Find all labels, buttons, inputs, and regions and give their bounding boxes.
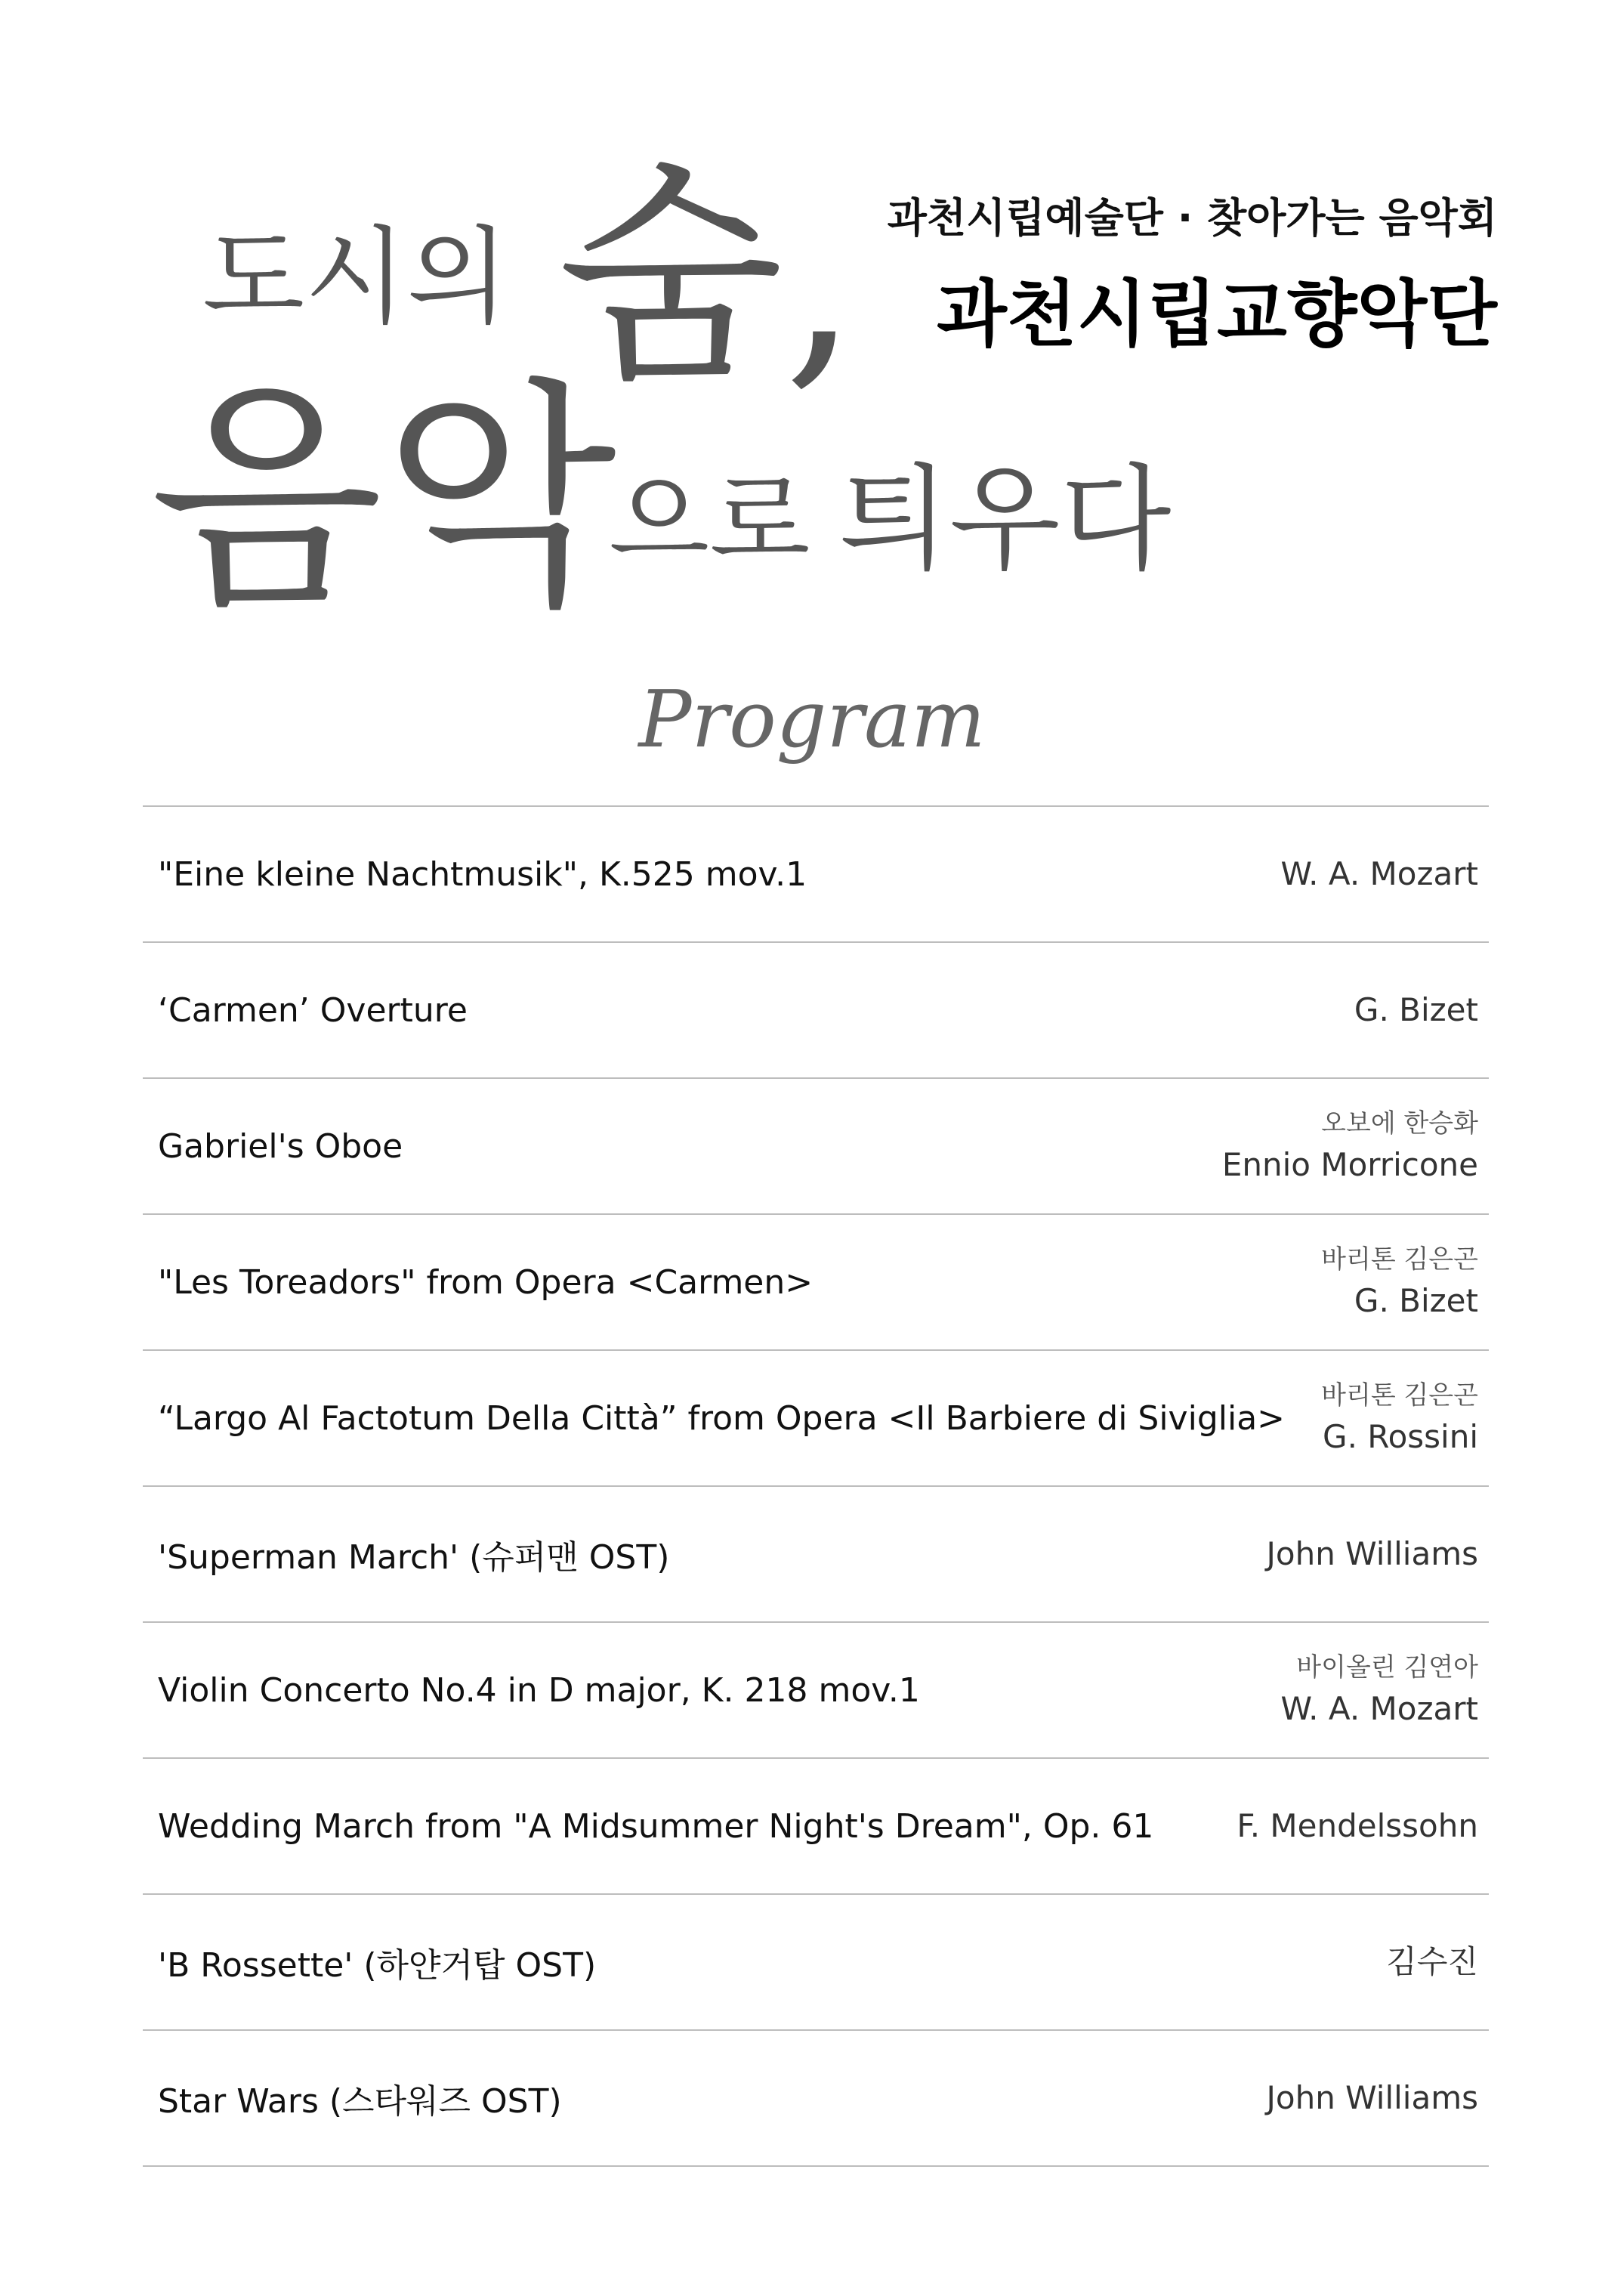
composer: W. A. Mozart xyxy=(1280,854,1478,892)
program-row xyxy=(143,1487,1489,1623)
program-row xyxy=(143,1759,1489,1895)
program-row xyxy=(143,1079,1489,1215)
program-row xyxy=(143,807,1489,943)
program-row xyxy=(143,943,1489,1079)
organization-name: 과천시립교향악단 xyxy=(937,271,1497,357)
credit xyxy=(1354,990,1478,1028)
composer: Ennio Morricone xyxy=(1221,1145,1478,1183)
composer: John Williams xyxy=(1266,2078,1478,2116)
composer: F. Mendelssohn xyxy=(1237,1806,1478,1844)
composer: G. Bizet xyxy=(1354,1281,1478,1319)
program-row xyxy=(143,1623,1489,1759)
organization-subtitle: 과천시립예술단 · 찾아가는 음악회 xyxy=(887,194,1497,242)
headline-word-sum: 숨, xyxy=(557,141,858,413)
program-row xyxy=(143,2031,1489,2167)
credit xyxy=(1222,1110,1478,1182)
credit xyxy=(1266,1534,1479,1572)
performer: 바이올린 김연아 xyxy=(1296,1652,1478,1683)
credit xyxy=(1237,1806,1478,1844)
credit xyxy=(1280,854,1478,892)
piece-title: "Eine kleine Nachtmusik", K.525 mov.1 xyxy=(158,854,807,894)
piece-title: Wedding March from "A Midsummer Night's Dream", Op. 61 xyxy=(158,1806,1154,1846)
performer: 바리톤 김은곤 xyxy=(1321,1380,1478,1411)
performer: 오보에 한승화 xyxy=(1321,1108,1478,1139)
piece-title: Star Wars (스타워즈 OST) xyxy=(158,2082,562,2121)
program-row xyxy=(143,1215,1489,1351)
program-row xyxy=(143,1351,1489,1487)
piece-title: "Les Toreadors" from Opera <Carmen> xyxy=(158,1262,814,1302)
credit xyxy=(1386,1942,1478,1980)
program-heading: Program xyxy=(638,673,986,765)
credit xyxy=(1321,1382,1478,1454)
piece-title: 'B Rossette' (하얀거탑 OST) xyxy=(158,1946,597,1985)
headline-word-euro: 으로 xyxy=(609,461,810,583)
headline-word-dosiui: 도시의 xyxy=(202,216,509,339)
credit xyxy=(1321,1246,1478,1318)
headline-word-tiuda: 틔우다 xyxy=(838,453,1172,586)
program-row xyxy=(143,1895,1489,2031)
headline-word-eumak: 음악 xyxy=(150,358,617,639)
piece-title: 'Superman March' (슈퍼맨 OST) xyxy=(158,1538,670,1577)
composer: W. A. Mozart xyxy=(1280,1689,1478,1727)
performer: 바리톤 김은곤 xyxy=(1321,1244,1478,1275)
program-list xyxy=(143,805,1489,2167)
piece-title: “Largo Al Factotum Della Città” from Opera <Il Barbiere di Siviglia> xyxy=(158,1398,1286,1438)
credit xyxy=(1280,1654,1478,1726)
piece-title: Gabriel's Oboe xyxy=(158,1126,403,1166)
piece-title: Violin Concerto No.4 in D major, K. 218 mov.1 xyxy=(158,1670,920,1710)
composer: 김수진 xyxy=(1386,1942,1478,1980)
composer: G. Bizet xyxy=(1354,990,1478,1028)
composer: John Williams xyxy=(1266,1534,1478,1572)
composer: G. Rossini xyxy=(1323,1417,1478,1455)
piece-title: ‘Carmen’ Overture xyxy=(158,990,468,1030)
credit xyxy=(1266,2078,1479,2116)
